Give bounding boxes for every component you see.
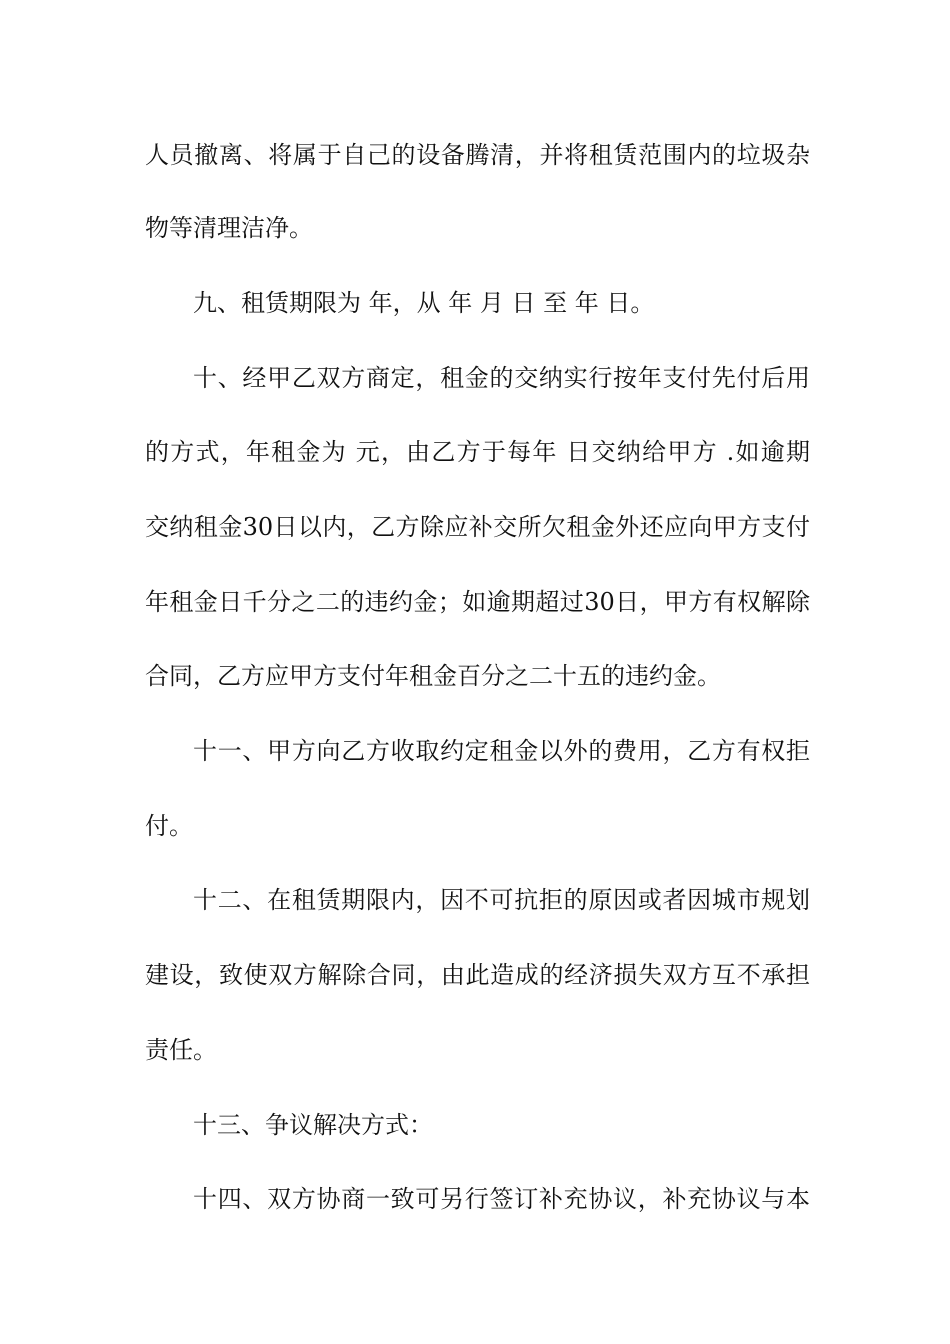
text-line: 责任。 (145, 1036, 217, 1064)
text-line: 十四、双方协商一致可另行签订补充协议，补充协议与本 (193, 1185, 810, 1213)
text-line: 付。 (145, 812, 193, 840)
text-line: 十三、争议解决方式： (193, 1111, 433, 1139)
text-line: 建设，致使双方解除合同，由此造成的经济损失双方互不承担 (145, 961, 810, 989)
text-line: 十一、甲方向乙方收取约定租金以外的费用，乙方有权拒 (193, 737, 810, 765)
text-line: 的方式，年租金为 元，由乙方于每年 日交纳给甲方 .如逾期 (145, 438, 810, 466)
text-line: 十、经甲乙双方商定，租金的交纳实行按年支付先付后用 (193, 364, 810, 392)
text-line: 人员撤离、将属于自己的设备腾清，并将租赁范围内的垃圾杂 (145, 141, 810, 169)
text-line: 合同，乙方应甲方支付年租金百分之二十五的违约金。 (145, 662, 721, 690)
text-line: 九、租赁期限为 年，从 年 月 日 至 年 日。 (193, 289, 655, 317)
text-line: 物等清理洁净。 (145, 214, 313, 242)
text-line: 十二、在租赁期限内，因不可抗拒的原因或者因城市规划 (193, 886, 810, 914)
text-line: 交纳租金30日以内，乙方除应补交所欠租金外还应向甲方支付 (145, 513, 810, 541)
text-line: 年租金日千分之二的违约金；如逾期超过30日，甲方有权解除 (145, 588, 810, 616)
